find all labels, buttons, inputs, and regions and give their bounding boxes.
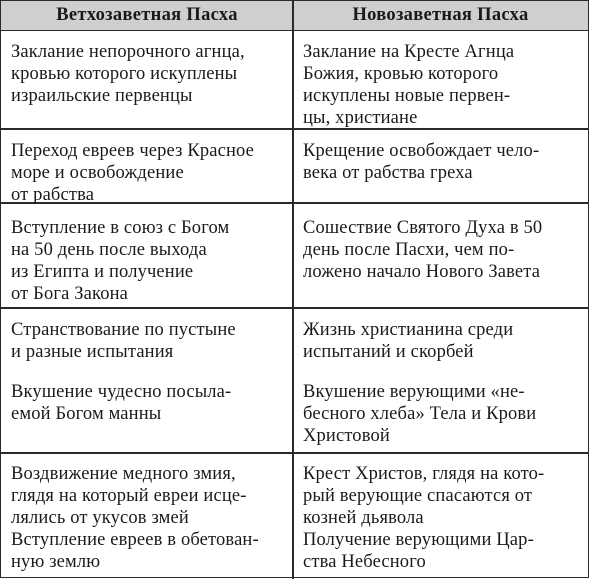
header-new-passover: Новозаветная Пасха [293, 1, 588, 31]
text-line: Вкушение верующими «не- [303, 382, 525, 402]
paragraph [303, 463, 544, 529]
text-line: израильские первенцы [11, 86, 193, 106]
text-line: и разные испытания [11, 342, 174, 362]
text-line: Крещение освобождает чело- [303, 141, 540, 161]
text-line: глядя на который евреи исце- [11, 486, 247, 506]
text-line: от рабства [11, 185, 95, 205]
text-line: испытаний и скорбей [303, 342, 474, 362]
text-line: Переход евреев через Красное [11, 141, 255, 161]
text-line: Сошествие Святого Духа в 50 [303, 218, 543, 238]
row5-new-cell [303, 463, 544, 573]
paragraph [11, 463, 259, 529]
row2-old-cell [11, 140, 254, 206]
text-line: искуплены новые первен- [303, 86, 511, 106]
text-line: Вступление в союз с Богом [11, 218, 230, 238]
paragraph [303, 319, 536, 363]
text-line: море и освобождение [11, 163, 184, 183]
row3-old-cell [11, 217, 229, 305]
row-divider [1, 307, 589, 309]
text-line: рый верующие спасаются от [303, 486, 533, 506]
header-old-passover: Ветхозаветная Пасха [1, 1, 293, 31]
text-line: Заклание непорочного агнца, [11, 42, 245, 62]
text-line: кровью которого искуплены [11, 64, 238, 84]
text-line: ства Небесного [303, 552, 426, 572]
row5-old-cell [11, 463, 259, 573]
text-line: Жизнь христианина среди [303, 320, 514, 340]
text-line: Вступление евреев в обетован- [11, 530, 259, 550]
row4-old-cell [11, 319, 236, 425]
paragraph [11, 381, 236, 425]
row4-new-cell [303, 319, 536, 447]
text-line: Странствование по пустыне [11, 320, 236, 340]
text-line: Воздвижение медного змия, [11, 464, 236, 484]
text-line: века от рабства греха [303, 163, 473, 183]
row3-new-cell [303, 217, 542, 283]
text-line: Христовой [303, 426, 390, 446]
column-divider [292, 1, 294, 579]
text-line: цы, христиане [303, 108, 418, 128]
text-line: емой Богом манны [11, 404, 162, 424]
text-line: ную землю [11, 552, 101, 572]
text-line: Заклание на Кресте Агнца [303, 42, 515, 62]
row-divider [1, 452, 589, 454]
paragraph [11, 319, 236, 363]
text-line: день после Пасхи, чем по- [303, 240, 515, 260]
text-line: Получение верующими Цар- [303, 530, 534, 550]
paragraph [11, 529, 259, 573]
text-line: Божия, кровью которого [303, 64, 499, 84]
text-line: от Бога Закона [11, 284, 129, 304]
row1-old-cell [11, 41, 245, 107]
text-line: на 50 день после выхода [11, 240, 207, 260]
text-line: лялись от укусов змей [11, 508, 189, 528]
row1-new-cell [303, 41, 514, 129]
text-line: бесного хлеба» Тела и Крови [303, 404, 537, 424]
text-line: Крест Христов, глядя на кото- [303, 464, 545, 484]
text-line: ложено начало Нового Завета [303, 262, 541, 282]
paragraph [303, 529, 544, 573]
text-line: из Египта и получение [11, 262, 194, 282]
row2-new-cell [303, 140, 539, 184]
text-line: козней дьявола [303, 508, 424, 528]
paragraph [303, 381, 536, 447]
text-line: Вкушение чудесно посыла- [11, 382, 232, 402]
